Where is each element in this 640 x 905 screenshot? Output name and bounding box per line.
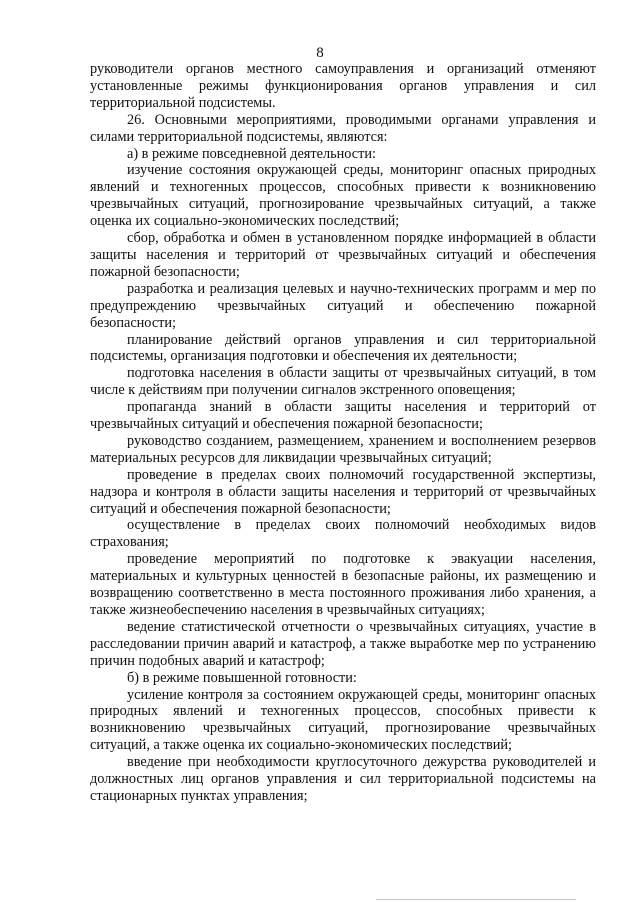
paragraph-insurance: осуществление в пределах своих полномочий необходимых видов страхования; [90,517,596,551]
paragraph-expertise: проведение в пределах своих полномочий государственной экспертизы, надзора и контроля в области защиты населения и территорий от чрезвычайных ситуаций и обеспечения пожарной безопасности; [90,466,596,517]
paragraph-evacuation: проведение мероприятий по подготовке к эвакуации населения, материальных и культурных ценностей в безопасные районы, их размещению и возвращению соответственно в места постоянного проживания либо хранения, а также жизнеобеспечению населения в чрезвычайных ситуациях; [90,551,596,618]
paragraph-reserves: руководство созданием, размещением, хранением и восполнением резервов материальных ресурсов для ликвидации чрезвычайных ситуаций; [90,432,596,466]
scan-artifact-bottom [376,899,576,900]
paragraph-enhanced-monitoring: усиление контроля за состоянием окружающей среды, мониторинг опасных природных явлений и техногенных процессов, способных привести к возникновению чрезвычайных ситуаций, прогнозирование чрезвычайных ситуаций, а также оценка их социально-экономических последствий; [90,686,596,754]
paragraph-monitoring: изучение состояния окружающей среды, мониторинг опасных природных явлений и техногенных процессов, способных привести к возникновению чрезвычайных ситуаций, прогнозирование чрезвычайных ситуаций, а также оценка их социально-экономических последствий; [90,162,596,230]
paragraph-population-training: подготовка населения в области защиты от чрезвычайных ситуаций, в том числе к действиям при получении сигналов экстренного оповещения; [90,365,596,399]
paragraph-statistics: ведение статистической отчетности о чрезвычайных ситуациях, участие в расследовании причин аварий и катастроф, а также выработке мер по устранению причин подобных аварий и катастроф; [90,618,596,669]
paragraph-programs: разработка и реализация целевых и научно-технических программ и мер по предупреждению чрезвычайных ситуаций и обеспечению пожарной безопасности; [90,280,596,331]
paragraph-continuation: руководители органов местного самоуправления и организаций отменяют установленные режимы функционирования органов управления и сил территориальной подсистемы. [90,61,596,111]
paragraph-propaganda: пропаганда знаний в области защиты населения и территорий от чрезвычайных ситуаций и обеспечения пожарной безопасности; [90,399,596,433]
document-body [90,61,596,805]
paragraph-planning: планирование действий органов управления и сил территориальной подсистемы, организация подготовки и обеспечения их деятельности; [90,331,596,365]
page-number: 8 [316,45,324,61]
subheading-daily-mode: а) в режиме повседневной деятельности: [127,145,377,162]
paragraph-item-26: 26. Основными мероприятиями, проводимыми органами управления и силами территориальной подсистемы, являются: [90,111,596,145]
paragraph-duty-shifts: введение при необходимости круглосуточного дежурства руководителей и должностных лиц органов управления и сил территориальной подсистемы на стационарных пунктах управления; [90,754,596,804]
paragraph-information-exchange: сбор, обработка и обмен в установленном порядке информацией в области защиты населения и территорий от чрезвычайных ситуаций и обеспечения пожарной безопасности; [90,230,596,280]
subheading-high-alert-mode: б) в режиме повышенной готовности: [127,669,357,686]
